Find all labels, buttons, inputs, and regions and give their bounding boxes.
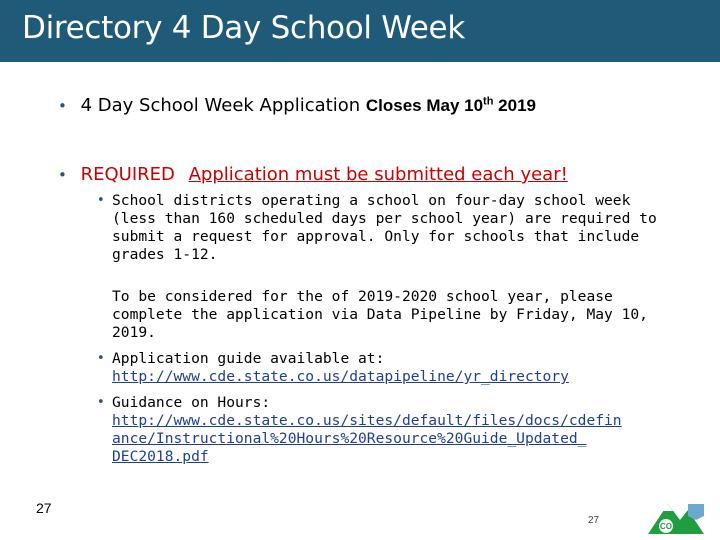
bullet-application-text: 4 Day School Week Application	[80, 95, 361, 116]
required-link[interactable]: Application must be submitted each year!	[188, 164, 568, 185]
sub-bullet-districts	[97, 192, 672, 264]
page-title: Directory 4 Day School Week	[22, 10, 465, 46]
sub-bullet-hours	[97, 394, 672, 466]
guide-label: Application guide available at:	[112, 350, 385, 367]
sub-bullet-guide	[97, 350, 672, 386]
paragraph-deadline	[112, 288, 672, 342]
bullet-dot-icon: •	[58, 166, 67, 184]
paragraph-deadline-text: To be considered for the of 2019-2020 school year, please complete the application via Data Pipeline by Friday, May 10, 2019.	[112, 288, 648, 341]
closes-date: Closes May 10th 2019	[365, 95, 536, 115]
title-bar	[0, 0, 720, 62]
slide-number: 27	[36, 500, 52, 516]
colorado-logo-icon	[646, 500, 706, 536]
bullet-dot-icon: •	[97, 193, 105, 208]
logo-text: CO	[660, 522, 672, 531]
hours-link[interactable]: http://www.cde.state.co.us/sites/default/files/docs/cdefin ance/Instructional%20Hours%20Resource%20Guide_Updated_ DEC2018.pdf	[112, 412, 622, 465]
slide-number-small: 27	[588, 515, 600, 526]
sub-bullet-districts-text: School districts operating a school on four-day school week (less than 160 scheduled days per school year) are required to submit a request for approval. Only for schools that include grades 1-12.	[112, 192, 657, 263]
guide-link[interactable]: http://www.cde.state.co.us/datapipeline/yr_directory	[112, 368, 569, 385]
required-label: REQUIRED	[80, 164, 175, 185]
bullet-application	[58, 95, 536, 116]
bullet-dot-icon: •	[97, 351, 105, 366]
bullet-dot-icon: •	[97, 395, 105, 410]
hours-label: Guidance on Hours:	[112, 394, 271, 411]
bullet-dot-icon: •	[58, 97, 67, 115]
bullet-required	[58, 164, 568, 185]
